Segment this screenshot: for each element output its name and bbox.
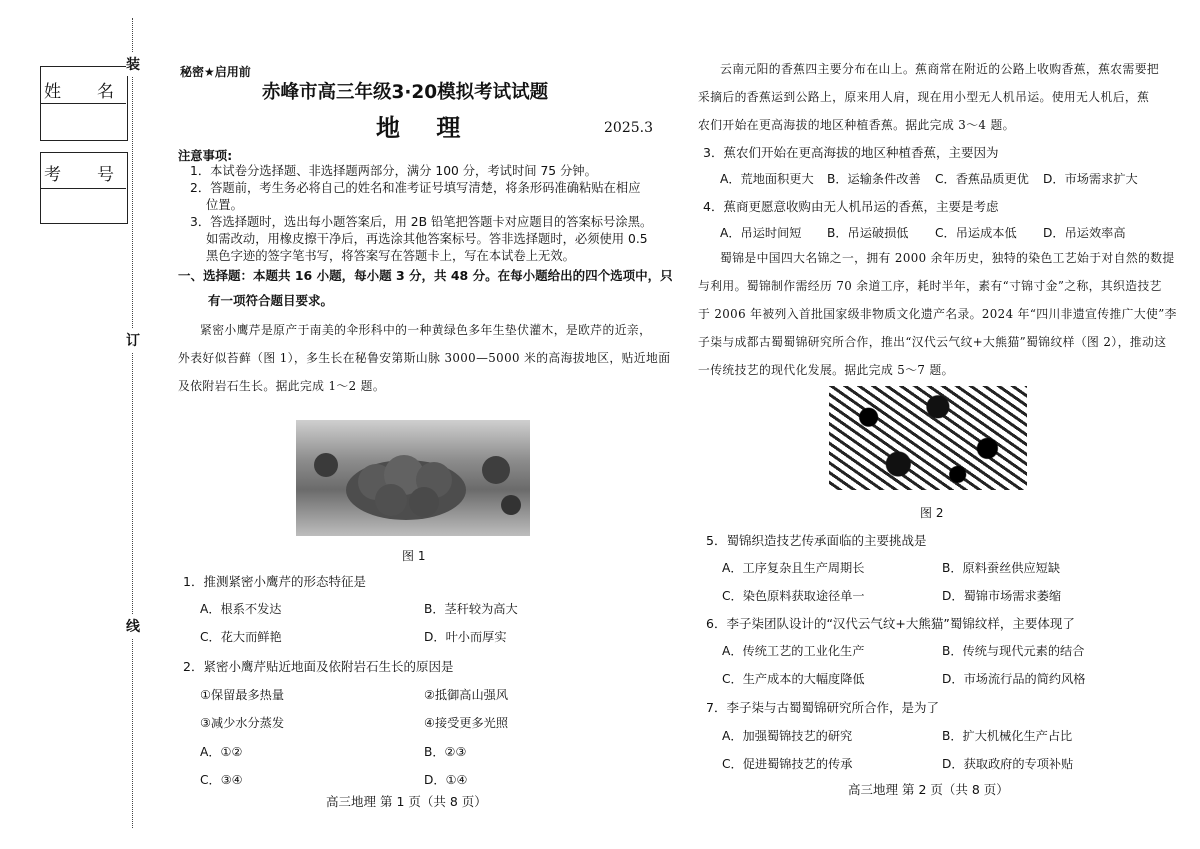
- q2-stem: 2．紧密小鹰芹贴近地面及依附岩石生长的原因是: [183, 659, 454, 674]
- q7-stem: 7．李子柒与古蜀蜀锦研究所合作，是为了: [706, 700, 939, 715]
- note-line-4: 3．答选择题时，选出每小题答案后，用 2B 铅笔把答题卡对应题目的答案标号涂黑。: [190, 215, 653, 229]
- note-line-2: 2．答题前，考生务必将自己的姓名和准考证号填写清楚，将条形码准确粘贴在相应: [190, 181, 641, 195]
- q4-option-a[interactable]: A．吊运时间短: [720, 226, 802, 240]
- exam-number-write-line: [40, 188, 126, 189]
- q4-option-b[interactable]: B．吊运破损低: [827, 226, 909, 240]
- q7-option-b[interactable]: B．扩大机械化生产占比: [942, 729, 1073, 743]
- passage2-line-3: 农们开始在更高海拔的地区种植香蕉。据此完成 3～4 题。: [698, 118, 1015, 132]
- q3-stem: 3．蕉农们开始在更高海拔的地区种植香蕉，主要因为: [703, 145, 999, 160]
- notes-title: 注意事项:: [178, 149, 233, 163]
- q2-item-1: ①保留最多热量: [200, 688, 285, 702]
- q7-option-c[interactable]: C．促进蜀锦技艺的传承: [722, 757, 853, 771]
- figure-1-graphic: [296, 420, 530, 536]
- passage3-line-5: 一传统技艺的现代化发展。据此完成 5～7 题。: [698, 363, 954, 377]
- q5-option-c[interactable]: C．染色原料获取途径单一: [722, 589, 865, 603]
- q7-option-d[interactable]: D．获取政府的专项补贴: [942, 757, 1074, 771]
- note-line-1: 1．本试卷分选择题、非选择题两部分，满分 100 分，考试时间 75 分钟。: [190, 164, 597, 178]
- subject-title: 地 理: [376, 114, 475, 142]
- q4-option-d[interactable]: D．吊运效率高: [1043, 226, 1126, 240]
- q7-option-a[interactable]: A．加强蜀锦技艺的研究: [722, 729, 853, 743]
- figure-2-brocade-pattern: [829, 386, 1027, 490]
- q6-option-d[interactable]: D．市场流行品的简约风格: [942, 672, 1086, 686]
- binding-char-xian: 线: [126, 614, 140, 638]
- q4-option-c[interactable]: C．吊运成本低: [935, 226, 1017, 240]
- q6-option-b[interactable]: B．传统与现代元素的结合: [942, 644, 1085, 658]
- q3-option-c[interactable]: C．香蕉品质更优: [935, 172, 1029, 186]
- note-line-3: 位置。: [206, 198, 243, 212]
- passage1-line-2: 外表好似苔藓（图 1），多生长在秘鲁安第斯山脉 3000—5000 米的高海拔地区，贴近地面: [178, 351, 671, 365]
- q1-stem: 1．推测紧密小鹰芹的形态特征是: [183, 574, 366, 589]
- note-line-6: 黑色字迹的签字笔书写，将答案写在答题卡上，写在本试卷上无效。: [206, 249, 575, 263]
- binding-char-ding: 订: [126, 328, 140, 352]
- figure-1-caption: 图 1: [402, 549, 426, 563]
- passage3-line-2: 与利用。蜀锦制作需经历 70 余道工序，耗时半年，素有“寸锦寸金”之称，其织造技艺: [698, 279, 1162, 293]
- passage1-line-3: 及依附岩石生长。据此完成 1～2 题。: [178, 379, 386, 393]
- exam-number-label: 考号: [44, 165, 150, 185]
- q2-option-b[interactable]: B．②③: [424, 745, 467, 759]
- q2-item-3: ③减少水分蒸发: [200, 716, 285, 730]
- section-title: 一、选择题：本题共 16 小题，每小题 3 分，共 48 分。在每小题给出的四个选项中，只: [178, 268, 673, 283]
- passage2-line-2: 采摘后的香蕉运到公路上，原来用人肩，现在用小型无人机吊运。使用无人机后，蕉: [698, 90, 1150, 104]
- q5-stem: 5．蜀锦织造技艺传承面临的主要挑战是: [706, 533, 927, 548]
- q6-stem: 6．李子柒团队设计的“汉代云气纹+大熊猫”蜀锦纹样，主要体现了: [706, 616, 1075, 631]
- q6-option-a[interactable]: A．传统工艺的工业化生产: [722, 644, 865, 658]
- q1-option-d[interactable]: D．叶小而厚实: [424, 630, 507, 644]
- q2-item-2: ②抵御高山强风: [424, 688, 509, 702]
- q1-option-b[interactable]: B．茎秆较为高大: [424, 602, 518, 616]
- section-title-cont: 有一项符合题目要求。: [208, 293, 334, 308]
- passage3-line-4: 子柒与成都古蜀蜀锦研究所合作，推出“汉代云气纹+大熊猫”蜀锦纹样（图 2），推动这: [698, 335, 1167, 349]
- exam-date: 2025.3: [604, 120, 653, 136]
- secret-label: 秘密★启用前: [180, 65, 251, 79]
- name-write-line: [40, 103, 126, 104]
- name-label: 姓名: [44, 82, 150, 102]
- exam-title: 赤峰市高三年级3·20模拟考试试题: [262, 82, 549, 103]
- q5-option-b[interactable]: B．原料蚕丝供应短缺: [942, 561, 1061, 575]
- figure-1-cactus-photo: [296, 420, 530, 536]
- page2-footer: 高三地理 第 2 页（共 8 页）: [848, 782, 1009, 797]
- binding-dotted-line: [132, 18, 133, 828]
- q5-option-d[interactable]: D．蜀锦市场需求萎缩: [942, 589, 1062, 603]
- q3-option-d[interactable]: D．市场需求扩大: [1043, 172, 1138, 186]
- q1-option-c[interactable]: C．花大而鲜艳: [200, 630, 282, 644]
- page1-footer: 高三地理 第 1 页（共 8 页）: [326, 794, 487, 809]
- q4-stem: 4．蕉商更愿意收购由无人机吊运的香蕉，主要是考虑: [703, 199, 999, 214]
- q2-item-4: ④接受更多光照: [424, 716, 509, 730]
- passage3-line-3: 于 2006 年被列入首批国家级非物质文化遗产名录。2024 年“四川非遗宣传推广大使”李: [698, 307, 1177, 321]
- note-line-5: 如需改动，用橡皮擦干净后，再选涂其他答案标号。答非选择题时，必须使用 0.5: [206, 232, 648, 246]
- q2-option-a[interactable]: A．①②: [200, 745, 243, 759]
- passage2-line-1: 云南元阳的香蕉四主要分布在山上。蕉商常在附近的公路上收购香蕉，蕉农需要把: [720, 62, 1160, 76]
- q1-option-a[interactable]: A．根系不发达: [200, 602, 282, 616]
- q2-option-d[interactable]: D．①④: [424, 773, 468, 787]
- q2-option-c[interactable]: C．③④: [200, 773, 243, 787]
- q3-option-b[interactable]: B．运输条件改善: [827, 172, 921, 186]
- figure-2-caption: 图 2: [920, 506, 944, 520]
- passage3-line-1: 蜀锦是中国四大名锦之一，拥有 2000 余年历史，独特的染色工艺始于对自然的数提: [720, 251, 1175, 265]
- passage1-line-1: 紧密小鹰芹是原产于南美的伞形科中的一种黄绿色多年生垫伏灌木，是欧芹的近亲，: [200, 323, 652, 337]
- q5-option-a[interactable]: A．工序复杂且生产周期长: [722, 561, 865, 575]
- q6-option-c[interactable]: C．生产成本的大幅度降低: [722, 672, 865, 686]
- binding-char-zhuang: 装: [126, 52, 140, 76]
- q3-option-a[interactable]: A．荒地面积更大: [720, 172, 814, 186]
